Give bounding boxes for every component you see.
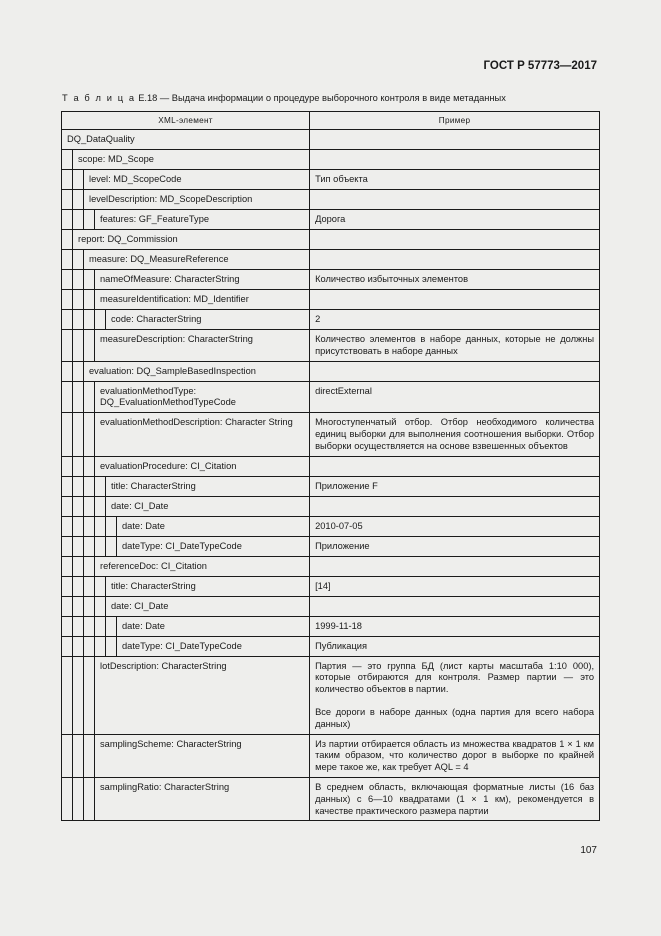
indent-cell <box>73 330 84 362</box>
xml-element-cell: scope: MD_Scope <box>73 150 310 170</box>
indent-cell <box>84 556 95 576</box>
indent-cell <box>73 576 84 596</box>
table-row <box>62 381 600 413</box>
table-row <box>62 130 600 150</box>
indent-cell <box>84 270 95 290</box>
indent-cell <box>73 656 84 734</box>
indent-cell <box>84 536 95 556</box>
xml-element-cell: levelDescription: MD_ScopeDescription <box>84 190 310 210</box>
example-cell <box>310 270 600 290</box>
xml-element-cell: dateType: CI_DateTypeCode <box>117 636 310 656</box>
example-paragraph: Публикация <box>315 640 368 651</box>
example-paragraph: 2 <box>315 314 321 324</box>
indent-cell <box>73 310 84 330</box>
indent-cell <box>84 381 95 413</box>
example-paragraph: Тип объекта <box>315 174 368 184</box>
indent-cell <box>62 616 73 636</box>
indent-cell <box>62 250 73 270</box>
table-row <box>62 150 600 170</box>
example-cell <box>310 190 600 210</box>
table-row <box>62 536 600 556</box>
xml-element-cell: evaluationProcedure: CI_Citation <box>95 456 310 476</box>
xml-element-cell: evaluation: DQ_SampleBasedInspection <box>84 361 310 381</box>
indent-cell <box>62 310 73 330</box>
indent-cell <box>84 616 95 636</box>
xml-element-cell: measureDescription: CharacterString <box>95 330 310 362</box>
indent-cell <box>62 516 73 536</box>
indent-cell <box>95 616 106 636</box>
example-cell <box>310 616 600 636</box>
xml-element-cell: date: CI_Date <box>106 596 310 616</box>
xml-element-cell: measure: DQ_MeasureReference <box>84 250 310 270</box>
table-row <box>62 636 600 656</box>
indent-cell <box>84 310 95 330</box>
table-row <box>62 230 600 250</box>
example-cell <box>310 150 600 170</box>
example-cell <box>310 656 600 734</box>
xml-element-cell: DQ_DataQuality <box>62 130 310 150</box>
indent-cell <box>73 777 84 820</box>
indent-cell <box>84 413 95 456</box>
indent-cell <box>73 170 84 190</box>
example-cell <box>310 210 600 230</box>
column-header-example: Пример <box>310 112 600 130</box>
xml-element-cell: samplingScheme: CharacterString <box>95 734 310 777</box>
table-row <box>62 556 600 576</box>
xml-element-cell: title: CharacterString <box>106 576 310 596</box>
table-caption <box>62 93 506 103</box>
table-row <box>62 777 600 820</box>
indent-cell <box>95 636 106 656</box>
indent-cell <box>73 190 84 210</box>
example-cell <box>310 361 600 381</box>
indent-cell <box>62 150 73 170</box>
indent-cell <box>95 476 106 496</box>
indent-cell <box>73 381 84 413</box>
example-paragraph: directExternal <box>315 385 372 396</box>
xml-element-cell: date: CI_Date <box>106 496 310 516</box>
table-row <box>62 734 600 777</box>
table-row <box>62 516 600 536</box>
table-row <box>62 596 600 616</box>
example-cell <box>310 170 600 190</box>
example-cell <box>310 310 600 330</box>
table-row <box>62 290 600 310</box>
indent-cell <box>62 270 73 290</box>
xml-element-cell: nameOfMeasure: CharacterString <box>95 270 310 290</box>
indent-cell <box>84 734 95 777</box>
example-cell <box>310 381 600 413</box>
example-cell <box>310 130 600 150</box>
example-cell <box>310 516 600 536</box>
indent-cell <box>62 656 73 734</box>
example-cell <box>310 330 600 362</box>
xml-element-cell: report: DQ_Commission <box>73 230 310 250</box>
table-row <box>62 250 600 270</box>
table-row <box>62 576 600 596</box>
indent-cell <box>73 556 84 576</box>
example-paragraph: Приложение F <box>315 480 378 491</box>
example-paragraph: Партия — это группа БД (лист карты масштаба 1:10 000), которые отбираются для контроля. Размер партии — это количество объектов в партии. <box>315 660 595 695</box>
table-row <box>62 170 600 190</box>
indent-cell <box>84 636 95 656</box>
xml-element-cell: dateType: CI_DateTypeCode <box>117 536 310 556</box>
example-paragraph: 1999-11-18 <box>315 620 362 631</box>
caption-prefix: Т а б л и ц а <box>62 93 136 103</box>
indent-cell <box>73 496 84 516</box>
indent-cell <box>62 330 73 362</box>
indent-cell <box>62 361 73 381</box>
xml-element-cell: title: CharacterString <box>106 476 310 496</box>
indent-cell <box>62 596 73 616</box>
xml-element-cell: evaluationMethodDescription: Character String <box>95 413 310 456</box>
indent-cell <box>73 636 84 656</box>
indent-cell <box>84 210 95 230</box>
indent-cell <box>84 777 95 820</box>
indent-cell <box>106 516 117 536</box>
indent-cell <box>62 190 73 210</box>
example-cell <box>310 596 600 616</box>
xml-element-cell: features: GF_FeatureType <box>95 210 310 230</box>
indent-cell <box>73 596 84 616</box>
indent-cell <box>84 576 95 596</box>
column-header-xml-element: XML-элемент <box>62 112 310 130</box>
example-paragraph: [14] <box>315 580 331 591</box>
metadata-table <box>61 111 600 821</box>
example-paragraph: 2010-07-05 <box>315 520 363 531</box>
indent-cell <box>73 516 84 536</box>
indent-cell <box>73 361 84 381</box>
indent-cell <box>62 476 73 496</box>
indent-cell <box>62 536 73 556</box>
table-row <box>62 190 600 210</box>
example-paragraph: Количество элементов в наборе данных, которые не должны присутствовать в наборе данных <box>315 334 595 356</box>
indent-cell <box>73 734 84 777</box>
table-row <box>62 656 600 734</box>
table-row <box>62 476 600 496</box>
example-cell <box>310 476 600 496</box>
table-row <box>62 616 600 636</box>
example-cell <box>310 777 600 820</box>
example-paragraph: В среднем область, включающая форматные листы (16 баз данных) с 6—10 квадратами (1 × 1 км), рекомендуется в качестве практического размера партии <box>315 781 595 816</box>
indent-cell <box>73 476 84 496</box>
example-cell <box>310 413 600 456</box>
indent-cell <box>62 413 73 456</box>
caption-text: Е.18 — Выдача информации о процедуре выборочного контроля в виде метаданных <box>138 93 506 103</box>
example-cell <box>310 576 600 596</box>
example-paragraph: Приложение <box>315 540 370 551</box>
indent-cell <box>73 270 84 290</box>
xml-element-cell: code: CharacterString <box>106 310 310 330</box>
xml-element-cell: level: MD_ScopeCode <box>84 170 310 190</box>
xml-element-cell: date: Date <box>117 516 310 536</box>
indent-cell <box>84 476 95 496</box>
table-row <box>62 270 600 290</box>
example-cell <box>310 456 600 476</box>
indent-cell <box>73 536 84 556</box>
xml-element-cell: evaluationMethodType: DQ_EvaluationMethodTypeCode <box>95 381 310 413</box>
table-header-row <box>62 112 600 130</box>
example-paragraph: Количество избыточных элементов <box>315 274 469 284</box>
xml-element-cell: lotDescription: CharacterString <box>95 656 310 734</box>
indent-cell <box>73 210 84 230</box>
indent-cell <box>73 290 84 310</box>
page-number: 107 <box>580 845 597 856</box>
indent-cell <box>84 656 95 734</box>
indent-cell <box>62 496 73 516</box>
indent-cell <box>84 596 95 616</box>
indent-cell <box>62 170 73 190</box>
indent-cell <box>95 576 106 596</box>
table-row <box>62 413 600 456</box>
table-row <box>62 456 600 476</box>
table-row <box>62 330 600 362</box>
indent-cell <box>95 596 106 616</box>
indent-cell <box>73 413 84 456</box>
xml-element-cell: referenceDoc: CI_Citation <box>95 556 310 576</box>
example-cell <box>310 290 600 310</box>
indent-cell <box>106 616 117 636</box>
indent-cell <box>73 616 84 636</box>
indent-cell <box>95 536 106 556</box>
indent-cell <box>106 636 117 656</box>
indent-cell <box>62 556 73 576</box>
indent-cell <box>62 290 73 310</box>
indent-cell <box>73 456 84 476</box>
indent-cell <box>62 456 73 476</box>
example-cell <box>310 250 600 270</box>
example-cell <box>310 636 600 656</box>
xml-element-cell: samplingRatio: CharacterString <box>95 777 310 820</box>
table-row <box>62 361 600 381</box>
indent-cell <box>95 496 106 516</box>
indent-cell <box>84 496 95 516</box>
example-paragraph: Все дороги в наборе данных (одна партия для всего набора данных) <box>315 706 595 729</box>
indent-cell <box>84 456 95 476</box>
example-paragraph: Из партии отбирается область из множества квадратов 1 × 1 км таким образом, что количество дорог в выборке по крайней мере такое же, как требует AQL = 4 <box>315 738 595 773</box>
xml-element-cell: date: Date <box>117 616 310 636</box>
indent-cell <box>62 636 73 656</box>
indent-cell <box>106 536 117 556</box>
indent-cell <box>62 576 73 596</box>
indent-cell <box>84 290 95 310</box>
indent-cell <box>95 516 106 536</box>
example-cell <box>310 230 600 250</box>
indent-cell <box>73 250 84 270</box>
indent-cell <box>62 210 73 230</box>
indent-cell <box>62 734 73 777</box>
indent-cell <box>62 230 73 250</box>
example-paragraph: Многоступенчатый отбор. Отбор необходимого количества единиц выборки для выполнения соотношения выборки. Отбор выборки осуществляется на основе взвешенных объектов <box>315 417 595 451</box>
table-row <box>62 496 600 516</box>
indent-cell <box>84 330 95 362</box>
xml-element-cell: measureIdentification: MD_Identifier <box>95 290 310 310</box>
indent-cell <box>95 310 106 330</box>
table-row <box>62 310 600 330</box>
indent-cell <box>62 777 73 820</box>
indent-cell <box>84 516 95 536</box>
example-cell <box>310 556 600 576</box>
indent-cell <box>62 381 73 413</box>
example-paragraph: Дорога <box>315 214 346 224</box>
example-cell <box>310 496 600 516</box>
example-cell <box>310 536 600 556</box>
example-cell <box>310 734 600 777</box>
document-id: ГОСТ Р 57773—2017 <box>483 60 597 72</box>
table-row <box>62 210 600 230</box>
